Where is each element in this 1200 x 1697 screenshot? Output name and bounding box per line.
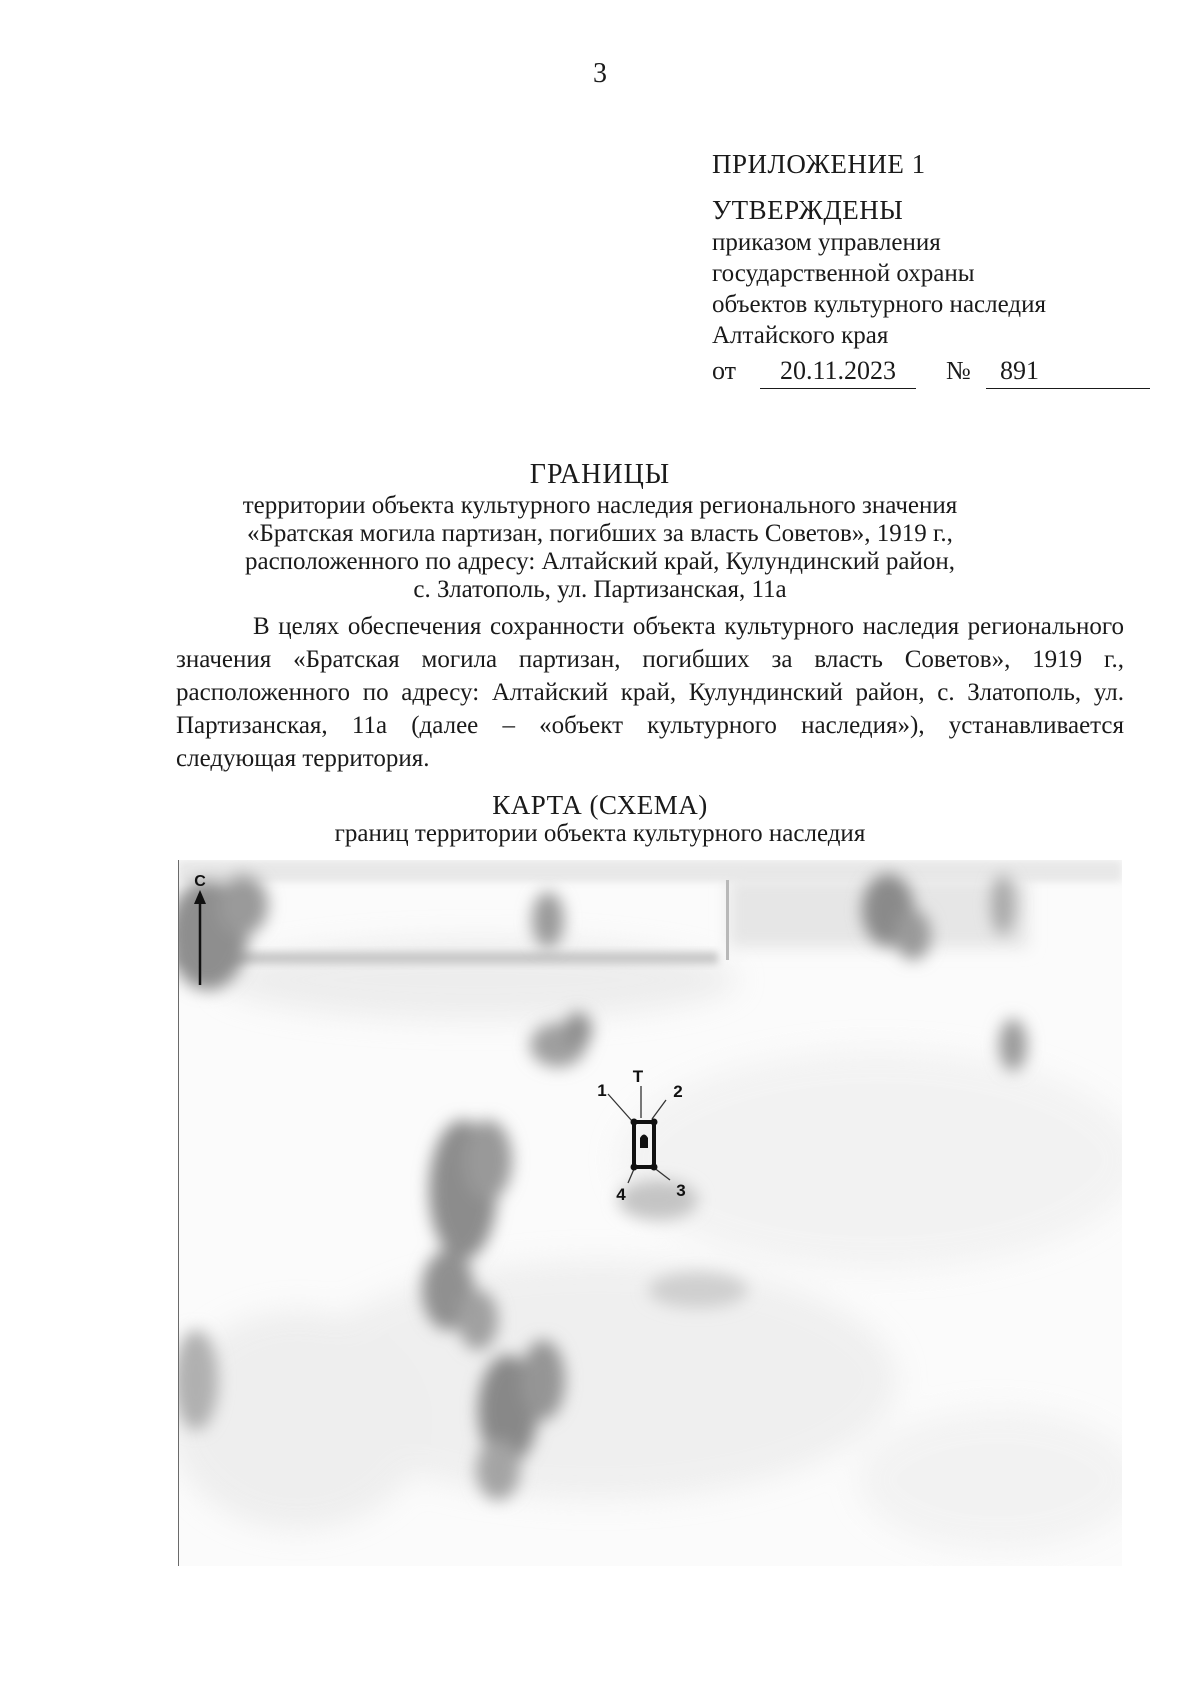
page-number: 3 xyxy=(593,58,607,89)
body-paragraph: В целях обеспечения сохранности объекта культурного наследия регионального значения «Братская могила партизан, погибших за власть Советов», 1919 г., расположенного по адресу: Алтайский край, Кулундинский район, с. Златополь, ул. Партизанская, 11а (далее – «объект культурного наследия»), устанавливается следующая территория. xyxy=(176,613,1124,772)
number-sign: № xyxy=(946,355,971,385)
map-image xyxy=(178,860,1122,1566)
approval-line: объектов культурного наследия xyxy=(712,290,1046,318)
road-band xyxy=(178,952,718,964)
order-date: 20.11.2023 xyxy=(760,355,916,389)
map-subtitle: границ территории объекта культурного наследия xyxy=(334,820,866,847)
order-row xyxy=(712,355,1046,395)
order-number: 891 xyxy=(986,355,1150,389)
corner-label-3: 3 xyxy=(676,1181,686,1200)
map-heading xyxy=(0,790,1200,848)
approval-line: государственной охраны xyxy=(712,259,975,287)
map-title: КАРТА (СХЕМА) xyxy=(492,790,708,820)
map-scheme xyxy=(178,860,1122,1566)
north-label: С xyxy=(194,873,206,890)
approval-line: приказом управления xyxy=(712,228,941,256)
heading-line: расположенного по адресу: Алтайский край, Кулундинский район, xyxy=(244,548,956,575)
object-label: Т xyxy=(632,1067,644,1086)
appendix-title: ПРИЛОЖЕНИЕ 1 xyxy=(712,149,926,179)
approval-line: Алтайского края xyxy=(712,321,889,349)
heading-line: «Братская могила партизан, погибших за власть Советов», 1919 г., xyxy=(247,520,953,547)
heading-line: территории объекта культурного наследия регионального значения xyxy=(242,492,958,519)
approved-label: УТВЕРЖДЕНЫ xyxy=(712,195,904,226)
approval-block xyxy=(712,148,1046,395)
heading-title: ГРАНИЦЫ xyxy=(529,459,671,490)
corner-label-1: 1 xyxy=(597,1081,607,1100)
corner-label-2: 2 xyxy=(673,1082,683,1101)
document-heading xyxy=(0,458,1200,604)
date-prefix: от xyxy=(712,355,737,385)
road-edge xyxy=(726,880,729,960)
heading-line: с. Златополь, ул. Партизанская, 11а xyxy=(413,576,787,603)
corner-label-4: 4 xyxy=(616,1185,626,1204)
